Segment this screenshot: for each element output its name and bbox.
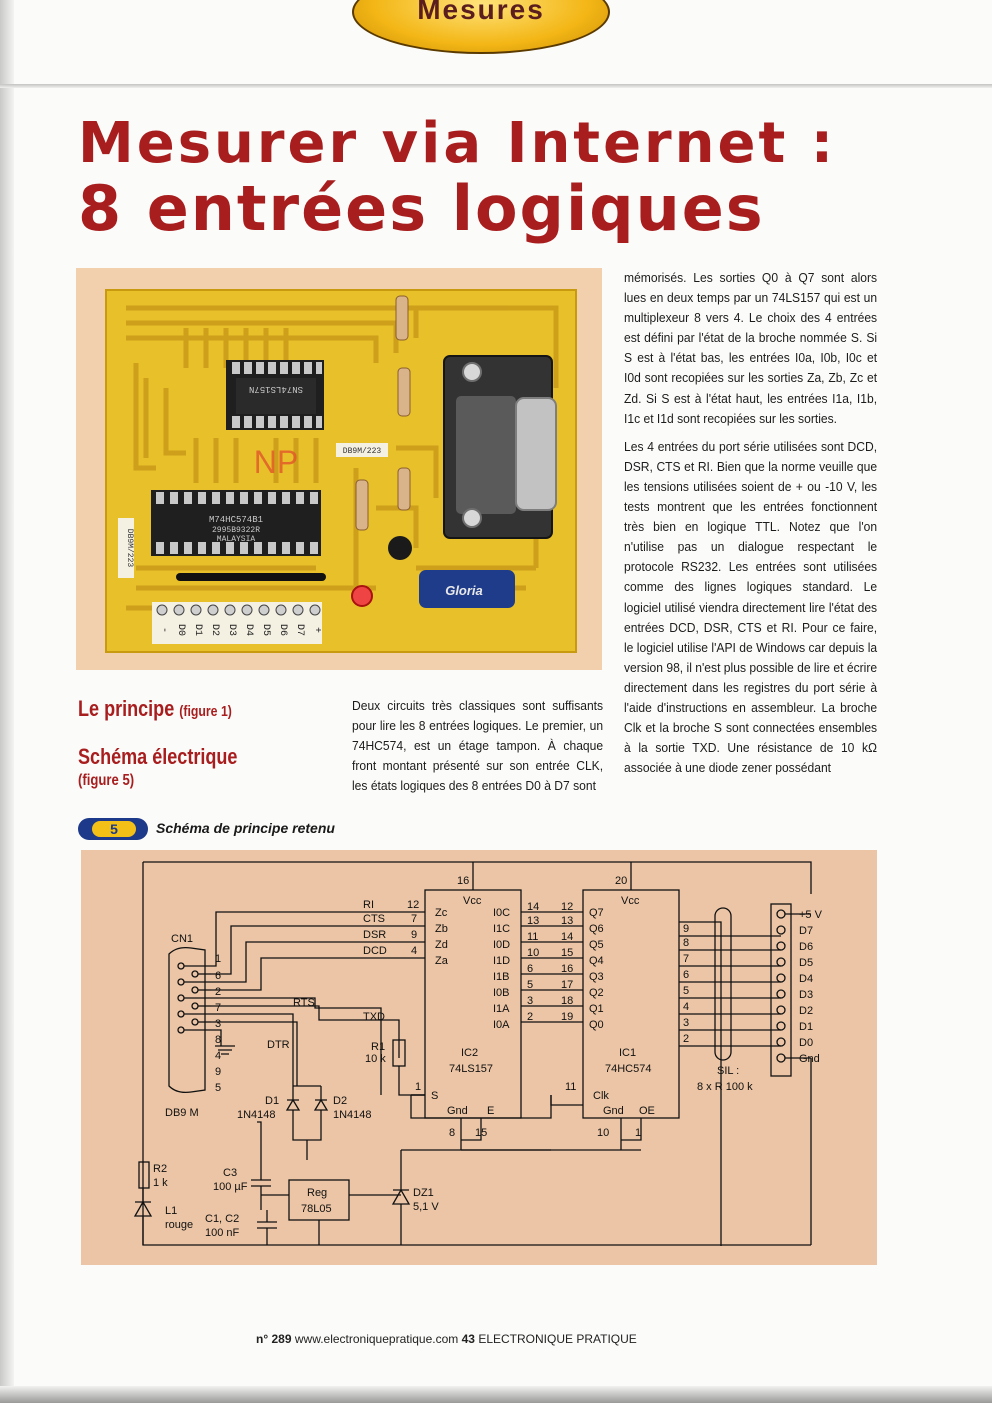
pcb-label-db9: DB9M/223 xyxy=(342,447,382,456)
sch-ic1-q: Q2 xyxy=(589,987,604,999)
sch-c3: C3 xyxy=(223,1167,238,1179)
pcb-pin-label: D0 xyxy=(175,623,186,637)
sch-dz1-val: 5,1 V xyxy=(413,1201,439,1213)
sch-pin-16: 16 xyxy=(457,875,470,887)
ic-top-marking: SN74LS157N xyxy=(248,384,304,394)
pcb-pin-label: D1 xyxy=(192,623,203,637)
sch-ic2-rpin: I0A xyxy=(493,1019,510,1031)
pcb-initials: NP xyxy=(253,444,299,480)
sch-db9: DB9 M xyxy=(165,1107,199,1119)
sch-db9-pin: 2 xyxy=(215,986,222,998)
sch-ic2-rpin: I1B xyxy=(493,971,510,983)
pcb-pin-label: D4 xyxy=(243,623,254,637)
sch-ic1-q: Q1 xyxy=(589,1003,604,1015)
sch-ic1-num: 15 xyxy=(561,947,574,959)
sch-ic1-q: Q7 xyxy=(589,907,604,919)
heading-principe-figref: (figure 1) xyxy=(179,703,232,720)
sch-conn: D5 xyxy=(799,957,814,969)
paragraph: Deux circuits très classiques sont suffisants pour lire les 8 entrées logiques. Le premier, un 74HC574, est un étage tampon. À chaque front montant présenté sur son entrée CLK, les états logiques des 8 entrées D0 à D7 sont xyxy=(352,698,604,794)
sch-ic2-rpin: I0C xyxy=(493,907,511,919)
section-badge-label: Mesures xyxy=(417,0,545,25)
page-footer xyxy=(256,1332,637,1346)
sch-sil: SIL : xyxy=(717,1065,740,1077)
sch-ic1-num: 19 xyxy=(561,1011,574,1023)
sch-db9-pin: 3 xyxy=(215,1018,222,1030)
pcb-pin-label: - xyxy=(158,626,169,634)
sch-sig-dtr: DTR xyxy=(267,1039,290,1051)
paragraph: Les 4 entrées du port série utilisées sont DCD, DSR, CTS et RI. Bien que la norme veuille que les tensions utilisées soient de + ou -10 V, les tests montrent que les entrées fonctionnent très bien en logique TTL. Notez que l'on n'utilise pas un dialogue respectant le protocole RS232. Les entrées sont utilisées comme des lignes logiques standard. Le logiciel utilisé viendra directement lire l'état des entrées DCD, DSR, CTS et RI. Pour ce faire, le logiciel utilise l'API de Windows car depuis la version 98, il n'est plus possible de lire et écrire directement dans les registres du port série à l'aide d'instructions en assembleur. La broche Clk et la broche S sont connectées ensembles à la sortie TXD. Une résistance de 10 kΩ associée à une diode zener possédant xyxy=(624,438,878,776)
sch-ic2-rpin: I0B xyxy=(493,987,510,999)
sch-conn: D6 xyxy=(799,941,814,953)
sch-ic1-label: IC1 xyxy=(619,1047,637,1059)
sch-r2-val: 1 k xyxy=(153,1177,168,1189)
page-binding-shadow xyxy=(0,0,14,1403)
sch-reg: Reg xyxy=(307,1187,328,1199)
sch-c12: C1, C2 xyxy=(205,1213,240,1225)
sch-sig-cts: CTS xyxy=(363,913,385,925)
sch-ic1-num: 16 xyxy=(561,963,574,975)
sch-pin-20: 20 xyxy=(615,875,628,887)
figure-number: 5 xyxy=(92,821,136,837)
schematic-diagram xyxy=(81,850,877,1265)
sch-reg-val: 78L05 xyxy=(301,1203,332,1215)
sch-c12-val: 100 nF xyxy=(205,1227,240,1239)
sch-conn: D1 xyxy=(799,1021,814,1033)
sch-pin-15: 15 xyxy=(475,1127,488,1139)
schematic-drawing xyxy=(81,850,877,1265)
sch-d1-val: 1N4148 xyxy=(237,1109,276,1121)
sch-sig-txd: TXD xyxy=(363,1011,385,1023)
sch-l1-val: rouge xyxy=(165,1219,194,1231)
capacitor-marking: Gloria xyxy=(445,583,483,598)
paragraph: mémorisés. Les sorties Q0 à Q7 sont alors lues en deux temps par un 74LS157 qui est un multiplexeur 8 vers 4. Le choix des 4 entrées est défini par l'état de la broche nommée S. Si S est à l'état bas, les entrées I0a, I0b, I0c et I0d sont recopiées sur les sorties Za, Zb, Zc et Zd. Si S est à l'état haut, les entrées I1a, I1b, I1c et I1d sont recopiées sur les sorties. xyxy=(624,270,878,426)
sch-ic1-num: 13 xyxy=(561,915,574,927)
sch-ic1-dnum: 2 xyxy=(683,1033,690,1045)
sch-ic1-type: 74HC574 xyxy=(605,1063,652,1075)
sch-ic1-num: 18 xyxy=(561,995,574,1007)
top-rule xyxy=(0,84,992,88)
sch-sig-rts: RTS xyxy=(293,997,315,1009)
sch-ic2-label: IC2 xyxy=(461,1047,479,1059)
sch-conn: +5 V xyxy=(799,909,822,921)
sch-ic2-num: 4 xyxy=(411,945,418,957)
pcb-pin-label: D3 xyxy=(226,623,237,637)
pcb-photo xyxy=(76,268,602,670)
sch-ic2-rpin: I1C xyxy=(493,923,511,935)
heading-principe-text: Le principe xyxy=(78,696,175,721)
sch-db9-pin: 6 xyxy=(215,970,222,982)
middle-text-column xyxy=(352,696,602,804)
ic-bottom-line2: 2995B9322R xyxy=(211,526,261,535)
right-text-column xyxy=(624,268,876,786)
article-title-line2: 8 entrées logiques xyxy=(78,172,765,245)
sch-r1-val: 10 k xyxy=(365,1053,386,1065)
footer-page: 43 xyxy=(461,1332,475,1346)
sch-ic1-dnum: 3 xyxy=(683,1017,690,1029)
sch-ic1-q: Q5 xyxy=(589,939,604,951)
sch-ic1-dnum: 6 xyxy=(683,969,690,981)
sch-ic2-rnum: 6 xyxy=(527,963,534,975)
sch-db9-pin: 5 xyxy=(215,1082,222,1094)
sch-ic2-num: 7 xyxy=(411,913,418,925)
sch-ic2-rpin: I1A xyxy=(493,1003,510,1015)
figure-title: Schéma de principe retenu xyxy=(156,820,335,836)
sch-ic1-dnum: 8 xyxy=(683,937,690,949)
figure-number-badge xyxy=(78,818,148,840)
sch-r1: R1 xyxy=(371,1041,386,1053)
sch-e-pin: E xyxy=(487,1105,495,1117)
sch-ic2-rnum: 5 xyxy=(527,979,534,991)
sch-conn: D3 xyxy=(799,989,814,1001)
sch-ic2-pin: Zd xyxy=(435,939,448,951)
sch-db9-pin: 8 xyxy=(215,1034,222,1046)
sch-db9-pin: 7 xyxy=(215,1002,222,1014)
sch-ic2-rnum: 10 xyxy=(527,947,540,959)
sch-c3-val: 100 µF xyxy=(213,1181,248,1193)
sch-conn: Gnd xyxy=(799,1053,820,1065)
sch-d2-val: 1N4148 xyxy=(333,1109,372,1121)
article-title-line1: Mesurer via Internet : xyxy=(78,111,837,176)
sch-l1: L1 xyxy=(165,1205,178,1217)
sch-ic2-pin: Za xyxy=(435,955,448,967)
sch-db9-pin: 4 xyxy=(215,1050,222,1062)
heading-schema-figref: (figure 5) xyxy=(78,772,135,789)
sch-vcc-ic1: Vcc xyxy=(621,895,640,907)
sch-conn: D2 xyxy=(799,1005,814,1017)
sch-ic1-dnum: 5 xyxy=(683,985,690,997)
ic-bottom-line3: MALAYSIA xyxy=(216,535,256,544)
sch-ic2-num: 9 xyxy=(411,929,418,941)
sch-r2: R2 xyxy=(153,1163,168,1175)
sch-ic2-rnum: 13 xyxy=(527,915,540,927)
sch-ic2-rpin: I1D xyxy=(493,955,511,967)
pcb-pin-label: D6 xyxy=(277,623,288,637)
bottom-page-edge xyxy=(0,1386,992,1403)
sch-ic1-q: Q4 xyxy=(589,955,604,967)
pcb-pin-label: D7 xyxy=(294,623,305,637)
sch-gnd-ic2: Gnd xyxy=(447,1105,468,1117)
sch-clk-pin: Clk xyxy=(593,1090,609,1102)
sch-ic1-q: Q6 xyxy=(589,923,604,935)
sch-ic1-num: 12 xyxy=(561,901,574,913)
sch-ic2-rnum: 14 xyxy=(527,901,540,913)
sch-s-pin: S xyxy=(431,1090,439,1102)
sch-ic2-rnum: 3 xyxy=(527,995,534,1007)
sch-ic1-dnum: 7 xyxy=(683,953,690,965)
section-badge xyxy=(352,0,610,54)
pcb-pin-label: D2 xyxy=(209,623,220,637)
pcb-pin-label: + xyxy=(311,626,322,634)
sch-db9-pin: 1 xyxy=(215,953,222,965)
sch-pin-10: 10 xyxy=(597,1127,610,1139)
footer-magazine: ELECTRONIQUE PRATIQUE xyxy=(478,1332,637,1346)
sch-ic1-q: Q3 xyxy=(589,971,604,983)
sch-conn: D4 xyxy=(799,973,814,985)
sch-ic2-rnum: 11 xyxy=(527,931,539,943)
sch-pin-1: 1 xyxy=(415,1081,422,1093)
sch-ic2-rnum: 2 xyxy=(527,1011,534,1023)
pcb-photo-drawing xyxy=(76,268,602,670)
sch-ic2-pin: Zc xyxy=(435,907,448,919)
ic-bottom-marking: M74HC574B1 xyxy=(208,515,264,525)
footer-issue: 289 xyxy=(271,1332,292,1346)
sch-d1: D1 xyxy=(265,1095,280,1107)
sch-ic2-num: 12 xyxy=(407,899,420,911)
sch-conn: D7 xyxy=(799,925,814,937)
sch-sig-dcd: DCD xyxy=(363,945,387,957)
sch-vcc-ic2: Vcc xyxy=(463,895,482,907)
sch-ic1-num: 14 xyxy=(561,931,574,943)
heading-schema: Schéma électrique xyxy=(78,744,238,769)
sch-sig-dsr: DSR xyxy=(363,929,387,941)
sch-gnd-ic1: Gnd xyxy=(603,1105,624,1117)
sch-ic2-type: 74LS157 xyxy=(449,1063,494,1075)
sch-ic1-dnum: 9 xyxy=(683,923,690,935)
sch-conn: D0 xyxy=(799,1037,814,1049)
sch-ic1-num: 17 xyxy=(561,979,574,991)
footer-site: www.electroniquepratique.com xyxy=(294,1332,459,1346)
sch-oe-pin: OE xyxy=(639,1105,655,1117)
sch-cn1: CN1 xyxy=(171,933,194,945)
pcb-label-vertical: DB9M/223 xyxy=(125,528,134,568)
sch-ic1-dnum: 4 xyxy=(683,1001,690,1013)
sch-ic2-rpin: I0D xyxy=(493,939,511,951)
sch-ic1-q: Q0 xyxy=(589,1019,604,1031)
sch-sig-ri: RI xyxy=(363,899,374,911)
heading-principe xyxy=(78,696,232,722)
sch-pin-11: 11 xyxy=(565,1081,577,1093)
sch-db9-pin: 9 xyxy=(215,1066,222,1078)
sch-dz1: DZ1 xyxy=(413,1187,434,1199)
sch-sil-val: 8 x R 100 k xyxy=(697,1081,753,1093)
sch-pin-8: 8 xyxy=(449,1127,456,1139)
pcb-pin-label: D5 xyxy=(260,623,271,637)
sch-d2: D2 xyxy=(333,1095,348,1107)
sch-pin-1b: 1 xyxy=(635,1127,642,1139)
footer-issue-prefix: n° xyxy=(256,1332,269,1346)
sch-ic2-pin: Zb xyxy=(435,923,448,935)
